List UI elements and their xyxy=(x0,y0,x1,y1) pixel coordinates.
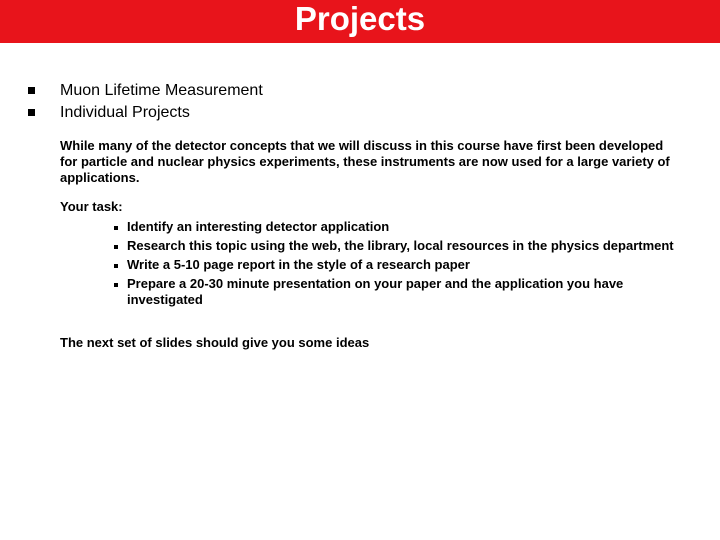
bullet-text: Muon Lifetime Measurement xyxy=(60,82,263,99)
task-text: Research this topic using the web, the library, local resources in the physics department xyxy=(127,238,674,253)
task-item xyxy=(60,238,680,254)
bullet-text: Individual Projects xyxy=(60,104,190,121)
intro-paragraph: While many of the detector concepts that we will discuss in this course have first been developed for particle and nuclear physics experiments, these instruments are now used for a large variety of applications. xyxy=(60,138,670,185)
slide-title: Projects xyxy=(294,0,426,37)
task-item xyxy=(60,257,680,273)
task-item xyxy=(60,276,680,308)
small-square-bullet-icon xyxy=(114,245,118,249)
square-bullet-icon xyxy=(28,109,35,116)
bullet-item xyxy=(26,102,263,124)
title-bar xyxy=(0,0,720,43)
task-text: Prepare a 20-30 minute presentation on your paper and the application you have investigated xyxy=(127,276,624,307)
square-bullet-icon xyxy=(28,87,35,94)
small-square-bullet-icon xyxy=(114,264,118,268)
task-heading: Your task: xyxy=(60,199,123,214)
task-text: Write a 5-10 page report in the style of a research paper xyxy=(127,257,470,272)
main-bullet-list xyxy=(26,80,263,124)
small-square-bullet-icon xyxy=(114,226,118,230)
closing-text: The next set of slides should give you some ideas xyxy=(60,335,370,350)
task-item xyxy=(60,219,680,235)
bullet-item xyxy=(26,80,263,102)
small-square-bullet-icon xyxy=(114,283,118,287)
task-list xyxy=(60,219,680,311)
task-text: Identify an interesting detector application xyxy=(127,219,390,234)
